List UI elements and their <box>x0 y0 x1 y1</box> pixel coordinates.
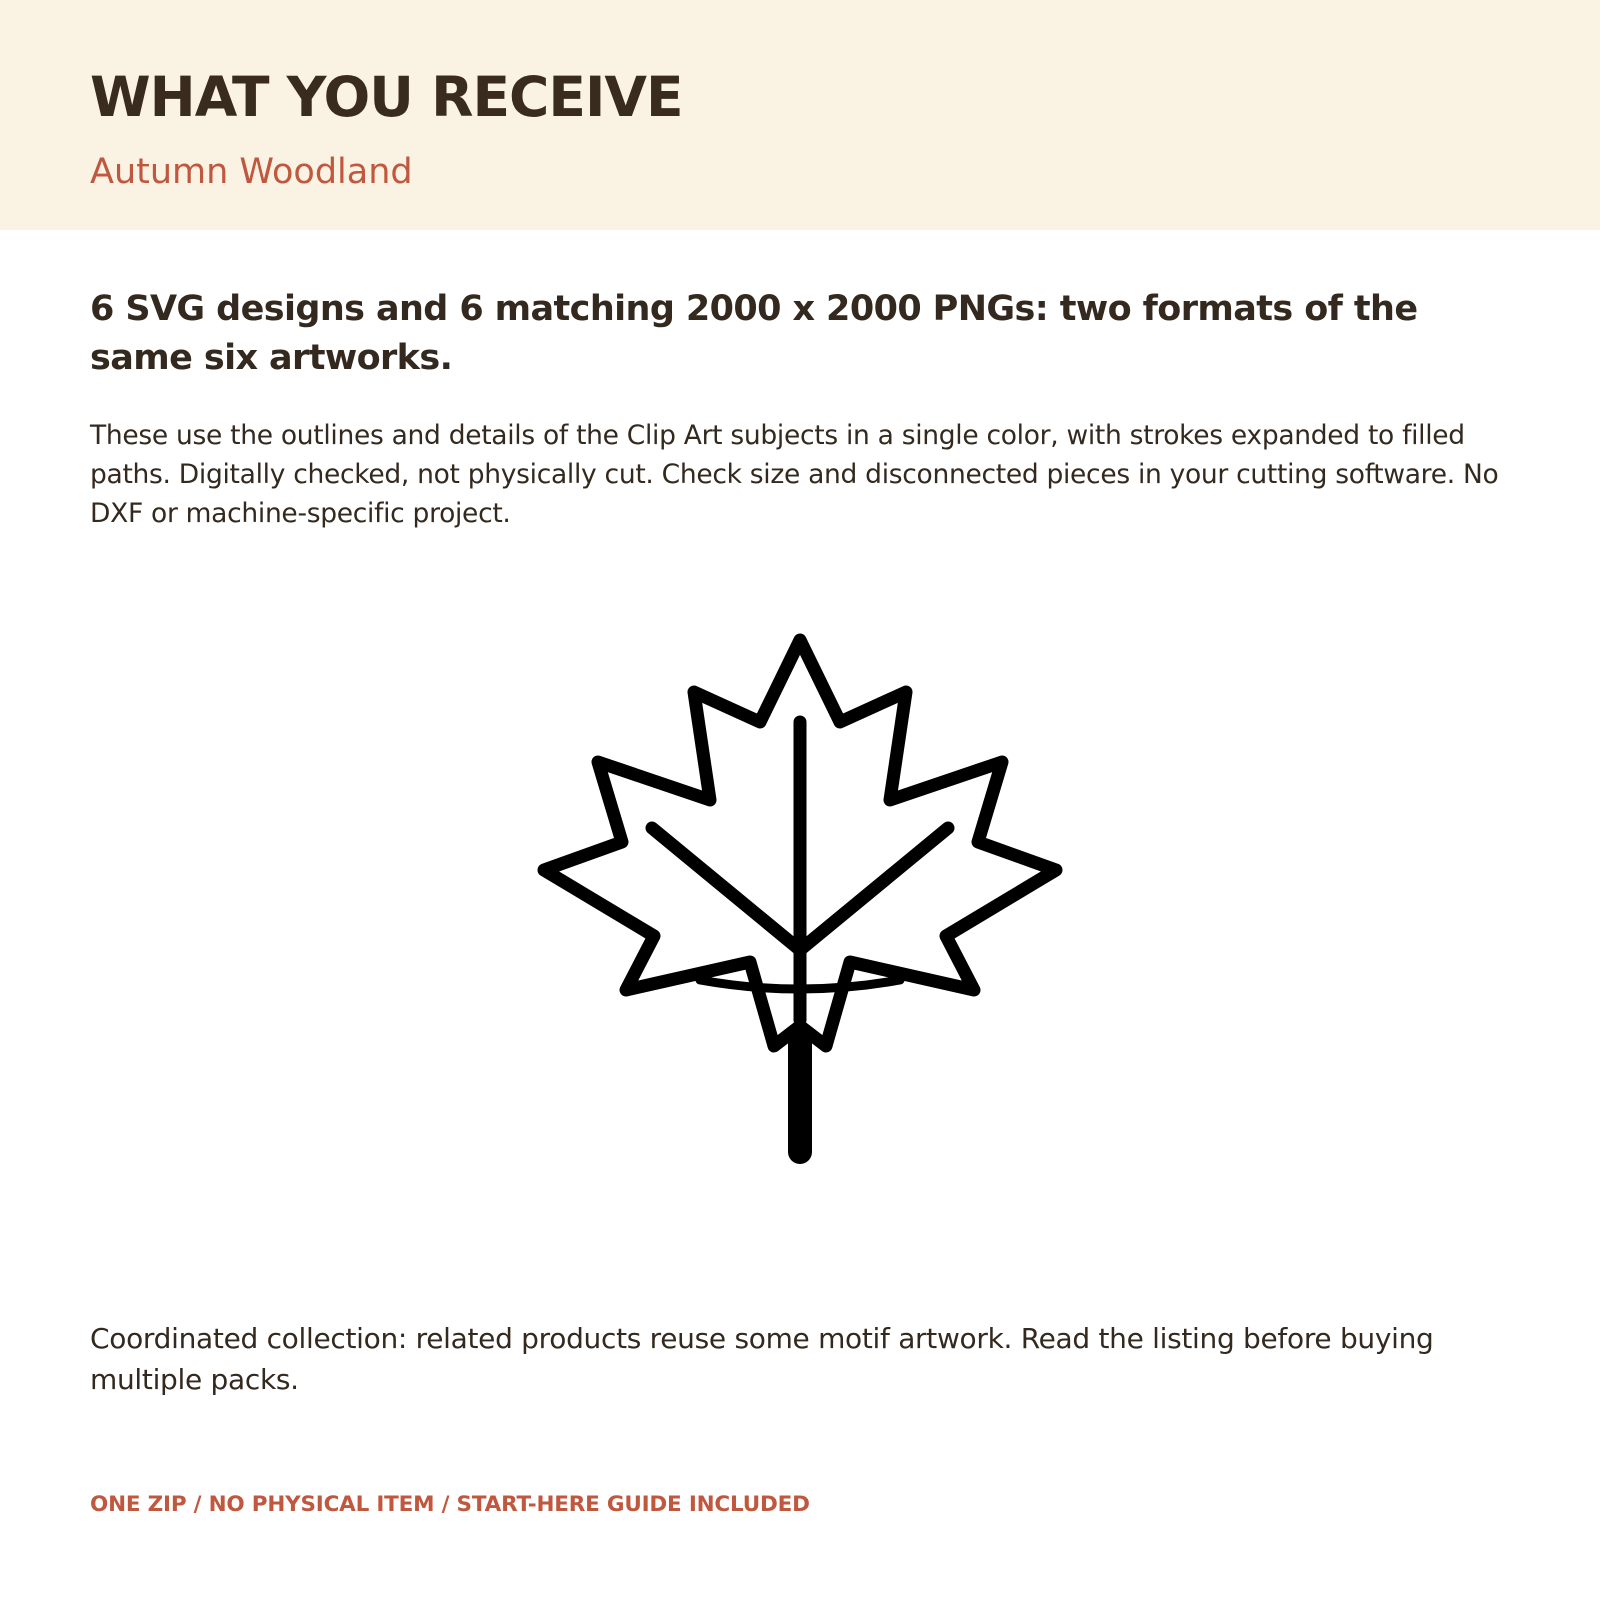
product-description: These use the outlines and details of the Clip Art subjects in a single color, with strokes expanded to filled paths. Digitally checked, not physically cut. Check size and disconnected pieces in your cutting software. No DXF or machine-specific project. <box>90 420 1499 529</box>
page-title: WHAT YOU RECEIVE <box>90 65 683 129</box>
footer-tagline: ONE ZIP / NO PHYSICAL ITEM / START-HERE GUIDE INCLUDED <box>90 1492 810 1517</box>
product-headline: 6 SVG designs and 6 matching 2000 x 2000 PNGs: two formats of the same six artworks. <box>90 289 1418 378</box>
leaf-vein-left <box>652 828 800 950</box>
leaf-vein-right <box>800 828 948 950</box>
collection-name: Autumn Woodland <box>90 152 413 192</box>
collection-note: Coordinated collection: related products reuse some motif artwork. Read the listing before buying multiple packs. <box>90 1322 1434 1396</box>
header-band <box>0 0 1600 230</box>
maple-leaf-icon <box>520 620 1080 1180</box>
